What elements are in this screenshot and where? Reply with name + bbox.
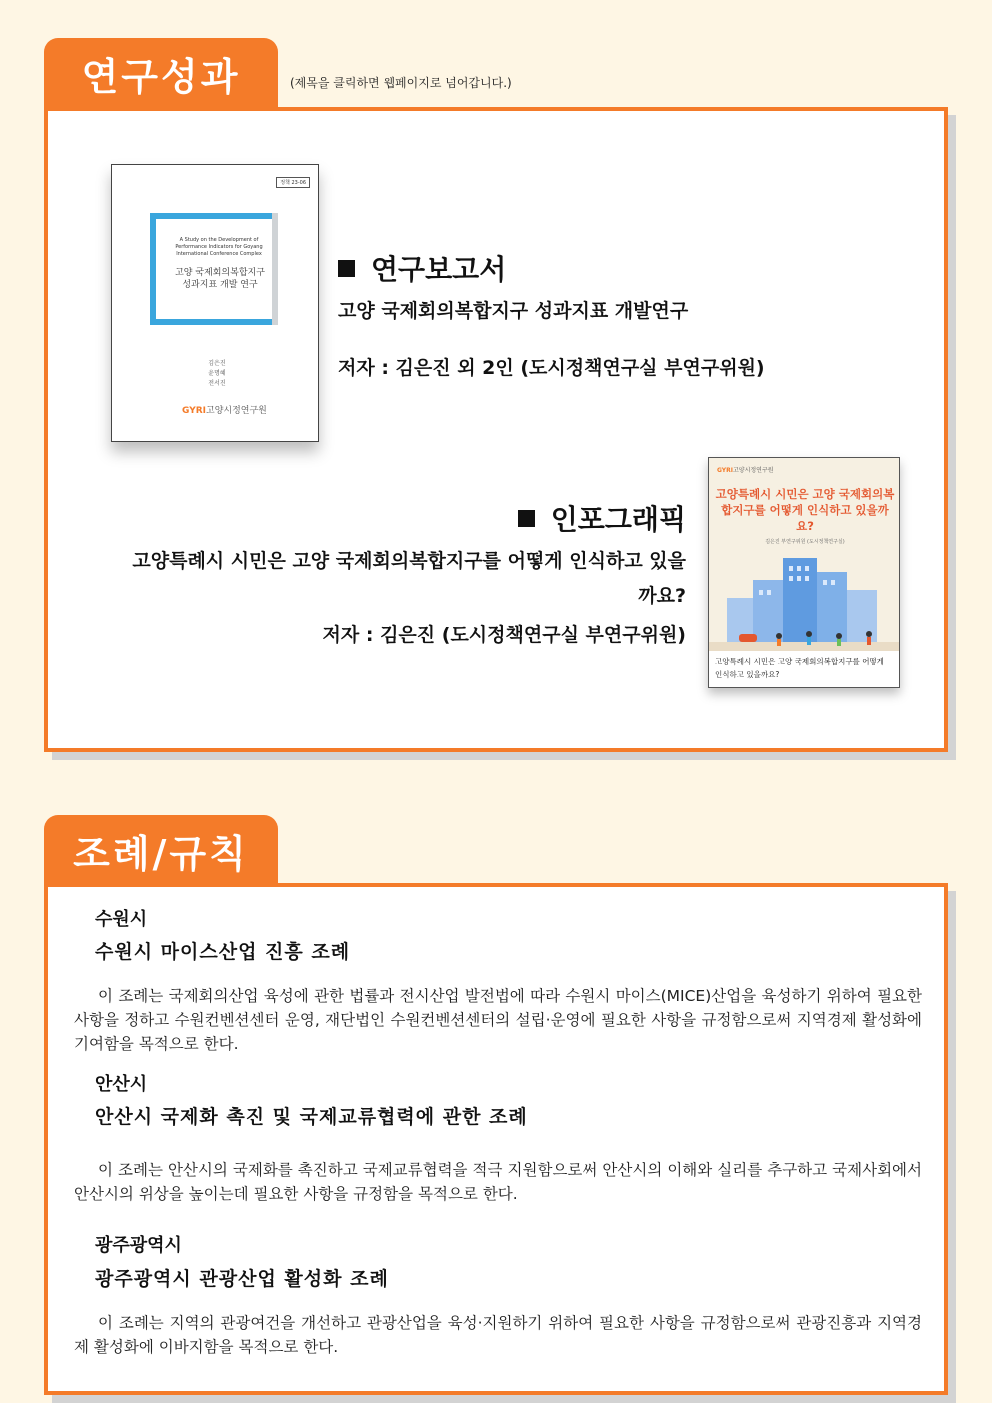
infographic-thumb-sub: 김은진 부연구위원 (도시정책연구실) [765, 539, 845, 545]
ordinance-city: 수원시 [95, 909, 148, 930]
ordinance-body: 이 조례는 지역의 관광여건을 개선하고 관광산업을 육성·지원하기 위하여 필요한 사항을 규정함으로써 관광진흥과 지역경제 활성화에 이바지함을 목적으로 한다. [74, 1314, 922, 1356]
cover-logo [182, 403, 267, 416]
ordinance-tab-label: 조례/규칙 [73, 831, 249, 876]
ordinance-city: 안산시 [95, 1074, 148, 1095]
ordinance-city: 광주광역시 [95, 1235, 182, 1256]
infographic-brand-text: 고양시정연구원 [733, 467, 774, 474]
infographic-brand [717, 465, 774, 474]
report-cover-image[interactable] [111, 164, 319, 442]
ordinance-body: 이 조례는 안산시의 국제화를 촉진하고 국제교류협력을 적극 지원함으로써 안산시의 이해와 실리를 추구하고 국제사회에서 안산시의 위상을 높이는데 필요한 사항을 규정함을 목적으로 한다. [74, 1161, 922, 1203]
ordinance-title-link[interactable]: 광주광역시 관광산업 활성화 조례 [95, 1268, 389, 1290]
ordinance-tab [44, 815, 278, 885]
infographic-caption: 고양특례시 시민은 고양 국제회의복합지구를 어떻게 인식하고 있을까요? [709, 651, 899, 687]
ordinance-title-link[interactable]: 안산시 국제화 촉진 및 국제교류협력에 관한 조례 [95, 1106, 528, 1128]
infographic-author: 저자 : 김은진 (도시정책연구실 부연구위원) [322, 624, 686, 646]
infographic-heading-label: 인포그래픽 [550, 503, 686, 536]
infographic-thumbnail[interactable] [708, 457, 900, 688]
ordinance-title-link[interactable]: 수원시 마이스산업 진흥 조례 [95, 941, 351, 963]
city-illustration-icon [709, 550, 899, 654]
cover-logo-text: 고양시정연구원 [206, 406, 267, 416]
infographic-thumb-title: 고양특례시 시민은 고양 국제회의복합지구를 어떻게 인식하고 있을까요? [715, 487, 895, 533]
click-note: (제목을 클릭하면 웹페이지로 넘어갑니다.) [290, 76, 512, 90]
research-tab [44, 38, 278, 108]
report-heading [338, 248, 506, 288]
infographic-heading [518, 498, 686, 538]
report-author: 저자 : 김은진 외 2인 (도시정책연구실 부연구위원) [338, 357, 765, 379]
infographic-brand-mark: GYRI [717, 467, 733, 474]
infographic-title-link[interactable]: 고양특례시 시민은 고양 국제회의복합지구를 어떻게 인식하고 있을까요? [132, 550, 686, 607]
cover-korean-title: 고양 국제회의복합지구 성과지표 개발 연구 [175, 268, 265, 290]
cover-tag: 정책 23-06 [276, 177, 310, 188]
cover-author: 전서진 [208, 380, 226, 387]
ordinance-body: 이 조례는 국제회의산업 육성에 관한 법률과 전시산업 발전법에 따라 수원시 마이스(MICE)산업을 육성하기 위하여 필요한 사항을 정하고 수원컨벤션센터 운영, 재단법인 수원컨벤션센터의 설립·운영에 필요한 사항을 규정함으로써 지역경제 활성화에 기여함을 목적으로 한다. [74, 987, 922, 1053]
cover-logo-mark: GYRI [182, 406, 206, 416]
report-heading-label: 연구보고서 [371, 253, 507, 286]
square-bullet-icon [518, 510, 535, 527]
cover-author: 윤명혜 [208, 370, 226, 377]
cover-authors [202, 359, 232, 389]
square-bullet-icon [338, 260, 355, 277]
cover-author: 김은진 [208, 360, 226, 367]
research-tab-label: 연구성과 [81, 54, 241, 99]
cover-english-title: A Study on the Development of Performance Indicators for Goyang International Conference Complex [175, 237, 263, 257]
report-title-link[interactable]: 고양 국제회의복합지구 성과지표 개발연구 [338, 300, 689, 322]
